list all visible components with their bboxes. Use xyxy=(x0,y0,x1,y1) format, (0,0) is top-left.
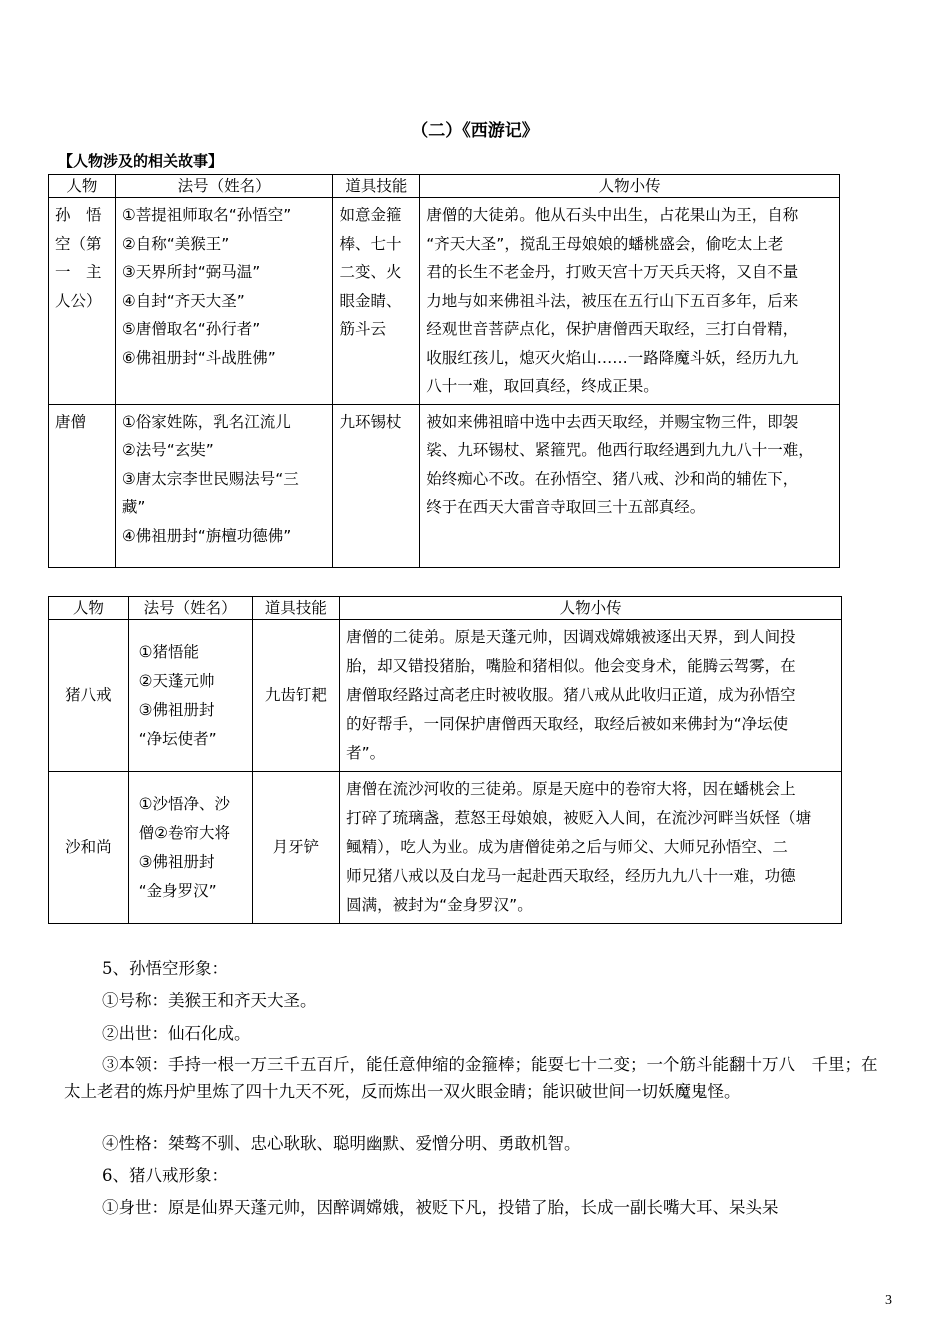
text-line: 九环锡杖 xyxy=(339,412,402,431)
text-line: ⑥佛祖册封“斗战胜佛” xyxy=(121,348,276,367)
text-line: 打碎了琉璃盏，惹怒王母娘娘，被贬入人间，在流沙河畔当妖怪（塘 xyxy=(346,809,812,827)
text-line: ①俗家姓陈，乳名江流儿 xyxy=(121,412,291,431)
text-line: 棒、七十 xyxy=(339,234,402,253)
text-line: 八十一难，取回真经，终成正果。 xyxy=(426,377,659,395)
header-cell: 人物 xyxy=(49,175,116,198)
text-line: 圆满，被封为“金身罗汉”。 xyxy=(346,896,533,914)
text-line: ①沙悟净、沙 xyxy=(138,794,231,813)
header-cell: 法号（姓名） xyxy=(115,175,333,198)
tools-cell xyxy=(333,198,420,405)
section-subheading: 【人物涉及的相关故事】 xyxy=(58,152,224,170)
text-line: ③佛祖册封 xyxy=(138,700,215,719)
text-line: 唐僧 xyxy=(55,412,87,431)
tools-cell: 月牙铲 xyxy=(252,772,340,924)
text-line: 师兄猪八戒以及白龙马一起赴西天取经，经历九九八十一难，功德 xyxy=(346,867,796,885)
paragraph: ②出世：仙石化成。 xyxy=(102,1024,251,1043)
text-line: “金身罗汉” xyxy=(138,881,217,900)
table-row xyxy=(49,772,842,924)
biography-cell xyxy=(420,404,840,567)
tools-cell: 九齿钉耙 xyxy=(252,620,340,772)
page-number: 3 xyxy=(885,1293,892,1308)
text-line: 僧②卷帘大将 xyxy=(138,823,231,842)
text-line: 人公） xyxy=(55,291,102,310)
paragraph: ③本领：手持一根一万三千五百斤，能任意伸缩的金箍棒；能耍七十二变；一个筋斗能翻十万八 千里；在太上老君的炼丹炉里炼了四十九天不死，反而炼出一双火眼金睛；能识破世间一切妖魔鬼怪。 xyxy=(64,1055,878,1101)
text-line: ①菩提祖师取名“孙悟空” xyxy=(121,206,292,224)
dharma-names-cell xyxy=(115,404,333,567)
text-line: ③唐太宗李世民赐法号“三 xyxy=(121,469,299,488)
paragraph: ①号称：美猴王和齐天大圣。 xyxy=(102,991,317,1010)
character-name-cell xyxy=(49,404,116,567)
text-line: 唐僧取经路过高老庄时被收服。猪八戒从此收归正道，成为孙悟空 xyxy=(346,686,796,704)
text-line: 孙 悟 xyxy=(55,206,102,224)
text-line: ④佛祖册封“旃檀功德佛” xyxy=(121,526,292,545)
biography-cell xyxy=(340,620,842,772)
text-line: 收服红孩儿，熄灭火焰山……一路降魔斗妖，经历九九 xyxy=(426,348,799,367)
text-line: ③天界所封“弼马温” xyxy=(121,263,261,281)
character-name-cell xyxy=(49,198,116,405)
paragraph: ①身世：原是仙界天蓬元帅，因醉调嫦娥，被贬下凡，投错了胎，长成一副长嘴大耳、呆头呆 xyxy=(102,1198,779,1217)
dharma-names-cell xyxy=(128,772,252,924)
header-cell: 人物小传 xyxy=(420,175,840,198)
text-line: 筋斗云 xyxy=(339,320,386,338)
text-line: 胎，却又错投猪胎，嘴脸和猪相似。他会变身术，能腾云驾雾，在 xyxy=(346,657,796,675)
character-name-cell: 猪八戒 xyxy=(49,620,129,772)
text-line: 藏” xyxy=(121,498,146,516)
biography-cell xyxy=(340,772,842,924)
header-cell: 法号（姓名） xyxy=(128,597,252,620)
text-line: ①猪悟能 xyxy=(138,642,200,661)
text-line: 唐僧的大徒弟。他从石头中出生，占花果山为王，自称 xyxy=(426,206,799,224)
table-row xyxy=(49,404,840,567)
text-line: 君的长生不老金丹，打败天宫十万天兵天将，又自不量 xyxy=(426,263,799,281)
text-line: 裟、九环锡杖、紧箍咒。他西行取经遇到九九八十一难， xyxy=(426,441,814,459)
paragraph: ④性格：桀骜不驯、忠心耿耿、聪明幽默、爱憎分明、勇敢机智。 xyxy=(102,1134,581,1153)
text-line: 的好帮手，一同保护唐僧西天取经，取经后被如来佛封为“净坛使 xyxy=(346,715,789,733)
table-row xyxy=(49,620,842,772)
paragraph-heading: 5、孙悟空形象： xyxy=(102,959,228,978)
text-line: 始终痴心不改。在孙悟空、猪八戒、沙和尚的辅佐下， xyxy=(426,469,799,488)
text-line: “齐天大圣”，搅乱王母娘娘的蟠桃盛会，偷吃太上老 xyxy=(426,234,784,253)
text-line: ②天蓬元帅 xyxy=(138,671,215,690)
text-line: 被如来佛祖暗中选中去西天取经，并赐宝物三件，即袈 xyxy=(426,412,799,431)
text-line: ②自称“美猴王” xyxy=(121,234,230,253)
dharma-names-cell xyxy=(115,198,333,405)
text-line: 唐僧在流沙河收的三徒弟。原是天庭中的卷帘大将，因在蟠桃会上 xyxy=(346,780,796,798)
table-header-row xyxy=(49,175,840,198)
paragraph-heading: 6、猪八戒形象： xyxy=(102,1166,228,1185)
text-line: 二变、火 xyxy=(339,263,402,281)
header-cell: 道具技能 xyxy=(252,597,340,620)
table-row xyxy=(49,198,840,405)
header-cell: 人物小传 xyxy=(340,597,842,620)
text-line: 终于在西天大雷音寺取回三十五部真经。 xyxy=(426,498,706,516)
header-cell: 人物 xyxy=(49,597,129,620)
tools-cell xyxy=(333,404,420,567)
text-line: ②法号“玄奘” xyxy=(121,441,214,459)
characters-table-1 xyxy=(48,174,840,568)
biography-cell xyxy=(420,198,840,405)
table-header-row xyxy=(49,597,842,620)
text-line: 者”。 xyxy=(346,744,386,762)
text-line: 力地与如来佛祖斗法，被压在五行山下五百多年，后来 xyxy=(426,291,799,310)
text-line: ④自封“齐天大圣” xyxy=(121,291,245,310)
text-line: 鲺精），吃人为业。成为唐僧徒弟之后与师父、大师兄孙悟空、二 xyxy=(346,838,788,856)
characters-table-2 xyxy=(48,596,842,924)
text-line: 经观世音菩萨点化，保护唐僧西天取经，三打白骨精， xyxy=(426,320,799,338)
header-cell: 道具技能 xyxy=(333,175,420,198)
dharma-names-cell xyxy=(128,620,252,772)
text-line: 唐僧的二徒弟。原是天蓬元帅，因调戏嫦娥被逐出天界，到人间投 xyxy=(346,628,796,646)
text-line: ⑤唐僧取名“孙行者” xyxy=(121,320,261,338)
character-name-cell: 沙和尚 xyxy=(49,772,129,924)
section-title: （二）《西游记》 xyxy=(411,121,539,141)
text-line: 一 主 xyxy=(55,263,102,281)
text-line: ③佛祖册封 xyxy=(138,852,215,871)
text-line: 眼金睛、 xyxy=(339,291,402,310)
text-line: 如意金箍 xyxy=(339,206,402,224)
text-line: 空（第 xyxy=(55,234,102,253)
text-line: “净坛使者” xyxy=(138,729,217,748)
